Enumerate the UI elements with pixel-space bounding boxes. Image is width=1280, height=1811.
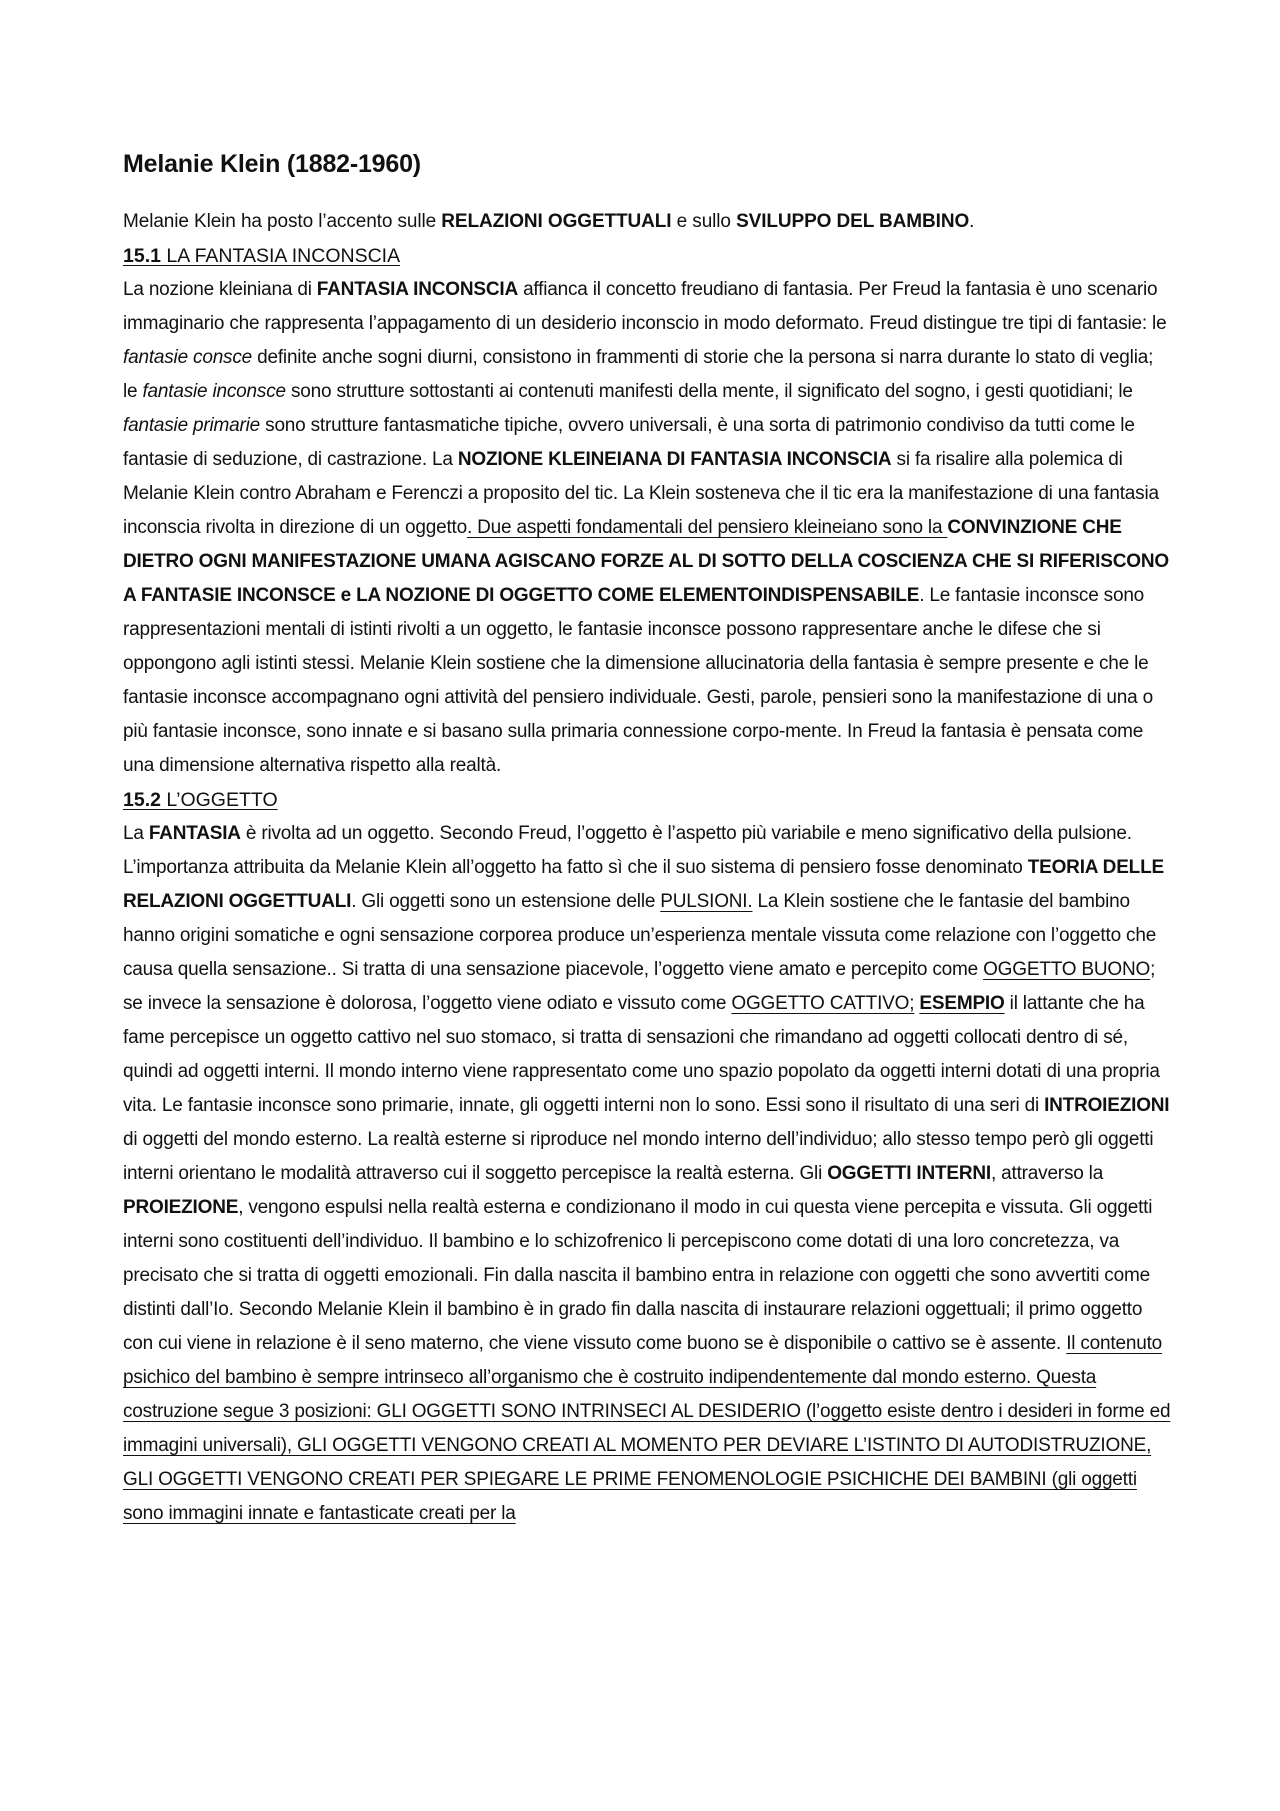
- text-run: La nozione kleiniana di: [123, 279, 317, 300]
- text-run: OGGETTI INTERNI: [827, 1163, 991, 1184]
- text-run: RELAZIONI OGGETTUALI: [441, 211, 672, 232]
- document-page: [123, 150, 1171, 1531]
- text-run: OGGETTO BUONO: [983, 959, 1151, 980]
- text-run: il lattante che ha fame percepisce un oggetto cattivo nel suo stomaco, si tratta di sensazioni che rimandano ad oggetti collocati dentro di sé, quindi ad oggetti interni. Il mondo interno viene rappresentato come uno spazio popolato da oggetti interni dotati di una propria vita. Le fantasie inconsce sono primarie, innate, gli oggetti interni non lo sono. Essi sono il risultato di una seri di: [123, 993, 1160, 1116]
- text-run: .: [969, 211, 975, 232]
- section-paragraph-15-2: [123, 817, 1171, 1531]
- text-run: FANTASIA INCONSCIA: [316, 279, 518, 300]
- text-run: PROIEZIONE: [123, 1197, 239, 1218]
- section-number: 15.2: [123, 789, 161, 811]
- text-run: NOZIONE KLEINEIANA DI FANTASIA INCONSCIA: [457, 449, 892, 470]
- text-run: . Gli oggetti sono un estensione delle: [351, 891, 661, 912]
- section-heading-15-1: [123, 239, 1171, 273]
- text-run: di oggetti del mondo esterno. La realtà esterne si riproduce nel mondo interno dell’individuo; allo stesso tempo però gli oggetti interni orientano le modalità attraverso cui il soggetto percepisce la realtà esterna. Gli: [123, 1129, 1154, 1184]
- text-run: fantasie consce: [123, 347, 253, 368]
- section-heading-15-2: [123, 783, 1171, 817]
- text-run: ; se invece la sensazione è dolorosa, l’oggetto viene odiato e vissuto come: [123, 959, 1156, 1014]
- text-run: si fa risalire alla polemica di Melanie Klein contro Abraham e Ferenczi a proposito del tic. La Klein sosteneva che il tic era la manifestazione di una fantasia inconscia rivolta in direzione di un oggetto: [123, 449, 1159, 538]
- section-number: 15.1: [123, 245, 161, 267]
- text-run: INTROIEZIONI: [1044, 1095, 1170, 1116]
- text-run: è rivolta ad un oggetto. Secondo Freud, l’oggetto è l’aspetto più variabile e meno significativo della pulsione. L’importanza attribuita da Melanie Klein all’oggetto ha fatto sì che il suo sistema di pensiero fosse denominato: [123, 823, 1132, 878]
- text-run: . Le fantasie inconsce sono rappresentazioni mentali di istinti rivolti a un oggetto, le fantasie inconsce possono rappresentare anche le difese che si oppongono agli istinti stessi. Melanie Klein sostiene che la dimensione allucinatoria della fantasia è sempre presente e che le fantasie inconsce accompagnano ogni attività del pensiero individuale. Gesti, parole, pensieri sono la manifestazione di una o più fantasie inconsce, sono innate e si basano sulla primaria connessione corpo-mente. In Freud la fantasia è pensata come una dimensione alternativa rispetto alla realtà.: [123, 585, 1153, 776]
- page-title: Melanie Klein (1882-1960): [123, 150, 421, 178]
- section-title: LA FANTASIA INCONSCIA: [160, 245, 401, 267]
- text-run: SVILUPPO DEL BAMBINO: [736, 211, 970, 232]
- text-run: La: [123, 823, 149, 844]
- text-run: PULSIONI.: [660, 891, 753, 912]
- text-run: sono strutture sottostanti ai contenuti manifesti della mente, il significato del sogno, i gesti quotidiani; le: [285, 381, 1133, 402]
- text-run: Il contenuto psichico del bambino è sempre intrinseco all’organismo che è costruito indipendentemente dal mondo esterno. Questa costruzione segue 3 posizioni: GLI OGGETTI SONO INTRINSECI AL DESIDERIO (l’oggetto esiste dentro i desideri in forme ed immagini universali), GLI OGGETTI VENGONO CREATI AL MOMENTO PER DEVIARE L’ISTINTO DI AUTODISTRUZIONE, GLI OGGETTI VENGONO CREATI PER SPIEGARE LE PRIME FENOMENOLOGIE PSICHICHE DEI BAMBINI (gli oggetti sono immagini innate e fantasticate creati per la: [123, 1333, 1171, 1524]
- text-run: ESEMPIO: [919, 993, 1005, 1014]
- text-run: OGGETTO CATTIVO;: [731, 993, 915, 1014]
- text-run: TEORIA DELLE RELAZIONI OGGETTUALI: [123, 857, 1164, 912]
- intro-paragraph: [123, 205, 1171, 239]
- text-run: e sullo: [671, 211, 737, 232]
- text-run: , vengono espulsi nella realtà esterna e condizionano il modo in cui questa viene percepita e vissuta. Gli oggetti interni sono costituenti dell’individuo. Il bambino e lo schizofrenico li percepiscono come dotati di una loro concretezza, va precisato che si tratta di oggetti emozionali. Fin dalla nascita il bambino entra in relazione con oggetti che sono avvertiti come distinti dall’Io. Secondo Melanie Klein il bambino è in grado fin dalla nascita di instaurare relazioni oggettuali; il primo oggetto con cui viene in relazione è il seno materno, che viene vissuto come buono se è disponibile o cattivo se è assente.: [123, 1197, 1153, 1354]
- section-paragraph-15-1: [123, 273, 1171, 783]
- text-run: fantasie primarie: [123, 415, 261, 436]
- text-run: affianca il concetto freudiano di fantasia. Per Freud la fantasia è uno scenario immaginario che rappresenta l’appagamento di un desiderio inconscio in modo deformato. Freud distingue tre tipi di fantasie: le: [123, 279, 1167, 334]
- text-run: fantasie inconsce: [142, 381, 286, 402]
- text-run: sono strutture fantasmatiche tipiche, ovvero universali, è una sorta di patrimonio condiviso da tutti come le fantasie di seduzione, di castrazione. La: [123, 415, 1135, 470]
- text-run: La Klein sostiene che le fantasie del bambino hanno origini somatiche e ogni sensazione corporea produce un’esperienza mentale vissuta come relazione con l’oggetto che causa quella sensazione.. Si tratta di una sensazione piacevole, l’oggetto viene amato e percepito come: [123, 891, 1157, 980]
- text-run: definite anche sogni diurni, consistono in frammenti di storie che la persona si narra durante lo stato di veglia; le: [123, 347, 1154, 402]
- text-run: . Due aspetti fondamentali del pensiero kleineiano sono la: [466, 517, 948, 538]
- text-run: , attraverso la: [990, 1163, 1104, 1184]
- section-title: L’OGGETTO: [160, 789, 278, 811]
- text-run: CONVINZIONE CHE DIETRO OGNI MANIFESTAZIONE UMANA AGISCANO FORZE AL DI SOTTO DELLA COSCIENZA CHE SI RIFERISCONO A FANTASIE INCONSCE e LA NOZIONE DI OGGETTO COME ELEMENTOINDISPENSABILE: [123, 517, 1169, 606]
- text-run: Melanie Klein ha posto l’accento sulle: [123, 211, 442, 232]
- text-run: FANTASIA: [148, 823, 241, 844]
